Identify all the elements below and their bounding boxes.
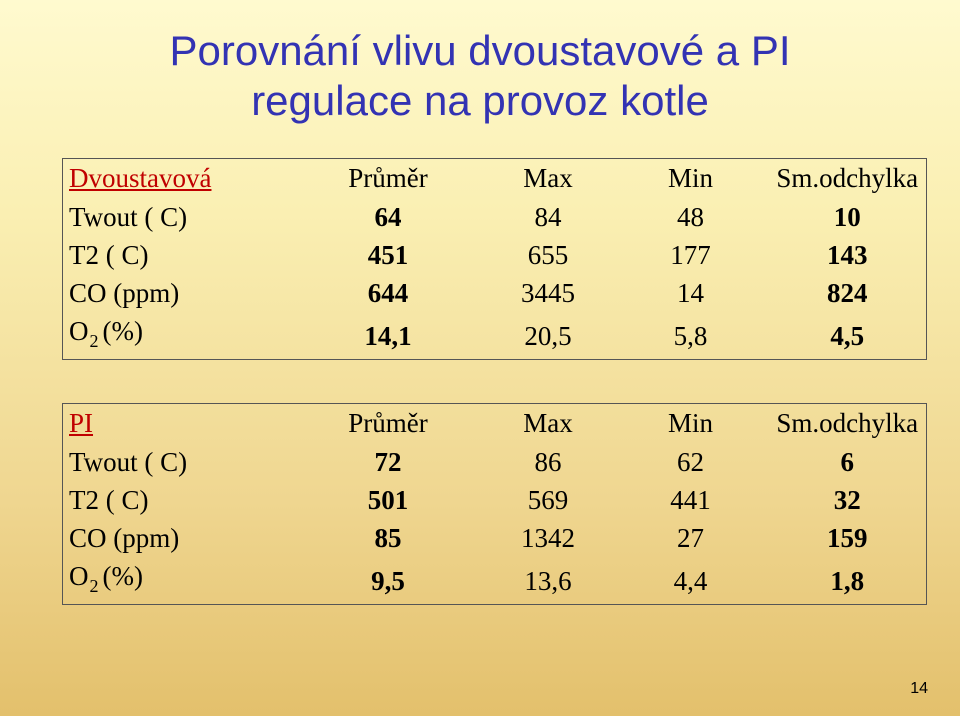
- column-header-max: Max: [523, 408, 573, 439]
- cell-min: 4,4: [673, 565, 708, 596]
- row-label: CO (ppm): [69, 278, 180, 309]
- table-row: [63, 274, 927, 312]
- row-label: T2 ( C): [69, 239, 149, 270]
- row-label: [63, 558, 293, 605]
- table-header-row: [63, 159, 927, 198]
- cell-avg: 501: [367, 484, 409, 515]
- cell-std: 10: [833, 201, 861, 232]
- row-label-subscript: 2: [89, 575, 99, 596]
- cell-min: 14: [677, 278, 704, 309]
- row-label-unit: (%): [102, 315, 143, 346]
- cell-std: 32: [833, 484, 861, 515]
- cell-max: 569: [527, 484, 569, 515]
- column-header-max: Max: [523, 163, 573, 194]
- row-label: Twout ( C): [69, 446, 188, 477]
- table-dvoustavova: [62, 158, 927, 360]
- row-label: Twout ( C): [69, 201, 188, 232]
- row-label: T2 ( C): [69, 484, 149, 515]
- cell-std: 4,5: [830, 320, 865, 351]
- slide-title-line-1: Porovnání vlivu dvoustavové a PI: [169, 27, 791, 74]
- cell-std: 824: [827, 278, 868, 309]
- cell-avg: 64: [374, 201, 402, 232]
- cell-min: 441: [670, 484, 711, 515]
- cell-min: 177: [670, 239, 711, 270]
- cell-avg: 85: [374, 523, 402, 554]
- slide-title-line-2: regulace na provoz kotle: [251, 77, 709, 124]
- column-header-std: Sm.odchylka: [776, 163, 919, 194]
- row-label-subscript: 2: [89, 330, 99, 351]
- column-header-min: Min: [667, 408, 713, 439]
- row-label: [63, 313, 293, 360]
- table-row: [63, 558, 927, 605]
- table-row: [63, 313, 927, 360]
- table-label: PI: [69, 408, 94, 439]
- table-label: Dvoustavová: [69, 163, 212, 194]
- cell-min: 5,8: [673, 320, 708, 351]
- cell-max: 13,6: [524, 565, 572, 596]
- row-label: CO (ppm): [69, 523, 180, 554]
- column-header-avg: Průměr: [348, 163, 428, 194]
- cell-std: 6: [840, 446, 854, 477]
- table-row: [63, 519, 927, 557]
- row-label-main: O: [69, 315, 89, 346]
- cell-max: 3445: [521, 278, 575, 309]
- cell-std: 143: [827, 239, 868, 270]
- cell-avg: 644: [367, 278, 409, 309]
- cell-avg: 14,1: [364, 320, 412, 351]
- slide-title: [40, 26, 920, 126]
- cell-max: 655: [527, 239, 569, 270]
- table-row: [63, 481, 927, 519]
- cell-avg: 72: [374, 446, 402, 477]
- cell-avg: 9,5: [371, 565, 405, 596]
- table-row: [63, 442, 927, 480]
- column-header-std: Sm.odchylka: [776, 408, 919, 439]
- column-header-min: Min: [667, 163, 713, 194]
- table-pi: [62, 403, 927, 605]
- cell-min: 48: [677, 201, 704, 232]
- row-label-unit: (%): [102, 560, 143, 591]
- cell-std: 159: [827, 523, 868, 554]
- cell-max: 84: [534, 201, 562, 232]
- cell-min: 62: [677, 446, 704, 477]
- cell-min: 27: [677, 523, 704, 554]
- column-header-avg: Průměr: [348, 408, 428, 439]
- page-number: 14: [910, 680, 928, 697]
- table-row: [63, 236, 927, 274]
- cell-max: 86: [534, 446, 562, 477]
- cell-avg: 451: [367, 239, 409, 270]
- cell-std: 1,8: [830, 565, 865, 596]
- cell-max: 1342: [521, 523, 575, 554]
- table-header-row: [63, 404, 927, 443]
- cell-max: 20,5: [524, 320, 572, 351]
- row-label-main: O: [69, 560, 89, 591]
- table-row: [63, 197, 927, 235]
